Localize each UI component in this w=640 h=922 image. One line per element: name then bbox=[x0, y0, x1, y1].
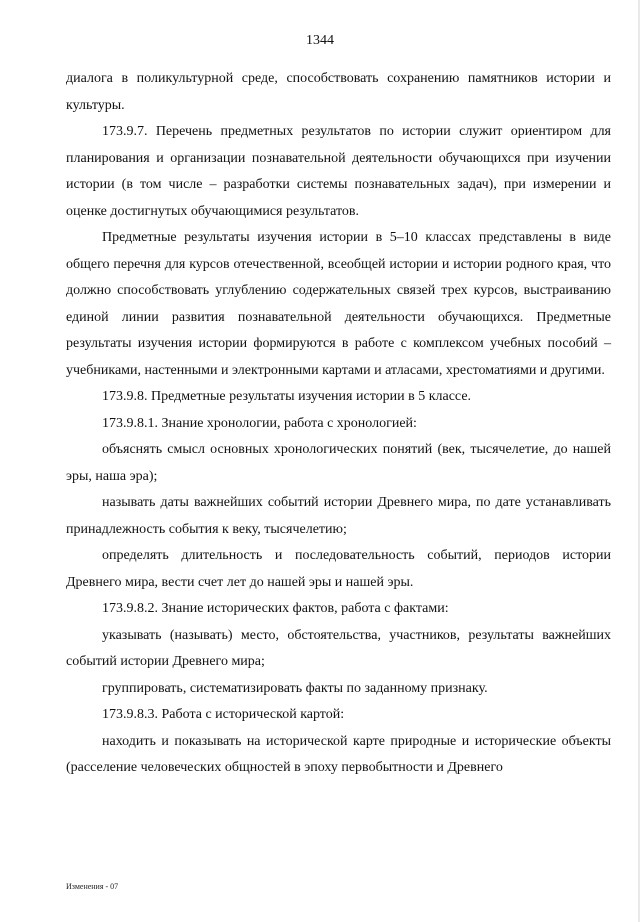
list-item-indicate-facts: указывать (называть) место, обстоятельства, участников, результаты важнейших событий истории Древнего мира; bbox=[66, 627, 611, 669]
paragraph-173-9-7: 173.9.7. Перечень предметных результатов по истории служит ориентиром для планирования и организации познавательной деятельности обучающихся при изучении истории (в том числе – разработки системы познавательных задач), при измерении и оценке достигнутых обучающимися результатов. bbox=[66, 124, 611, 219]
list-item-explain-concepts: объяснять смысл основных хронологических понятий (век, тысячелетие, до нашей эры, наша эра); bbox=[66, 442, 611, 484]
footer-revision-note: Изменения - 07 bbox=[66, 882, 119, 891]
list-item-group-facts: группировать, систематизировать факты по заданному признаку. bbox=[102, 680, 488, 696]
paragraph-173-9-8: 173.9.8. Предметные результаты изучения истории в 5 классе. bbox=[102, 389, 472, 404]
paragraph-continuation: диалога в поликультурной среде, способствовать сохранению памятников истории и культуры. bbox=[66, 71, 611, 113]
paragraph-173-9-8-3: 173.9.8.3. Работа с исторической картой: bbox=[102, 707, 345, 722]
paragraph-173-9-8-2: 173.9.8.2. Знание исторических фактов, работа с фактами: bbox=[102, 601, 449, 616]
paragraph-173-9-8-1: 173.9.8.1. Знание хронологии, работа с хронологией: bbox=[102, 415, 417, 431]
list-item-determine-duration: определять длительность и последовательность событий, периодов истории Древнего мира, вести счет лет до нашей эры и нашей эры. bbox=[66, 548, 611, 590]
body-text bbox=[66, 66, 611, 782]
paragraph-subject-results: Предметные результаты изучения истории в 5–10 классах представлены в виде общего перечня для курсов отечественной, всеобщей истории и истории родного края, что должно способствовать углублению содержательных связей трех курсов, выстраиванию единой линии развития познавательной деятельности обучающихся. Предметные результаты изучения истории формируются в работе с комплексом учебных пособий – учебниками, настенными и электронными картами и атласами, хрестоматиями и другими. bbox=[66, 230, 611, 378]
list-item-find-on-map: находить и показывать на исторической карте природные и исторические объекты (расселение человеческих общностей в эпоху первобытности и Древнего bbox=[66, 733, 611, 775]
page-number: 1344 bbox=[306, 33, 334, 48]
list-item-name-dates: называть даты важнейших событий истории Древнего мира, по дате устанавливать принадлежность события к веку, тысячелетию; bbox=[66, 495, 611, 537]
